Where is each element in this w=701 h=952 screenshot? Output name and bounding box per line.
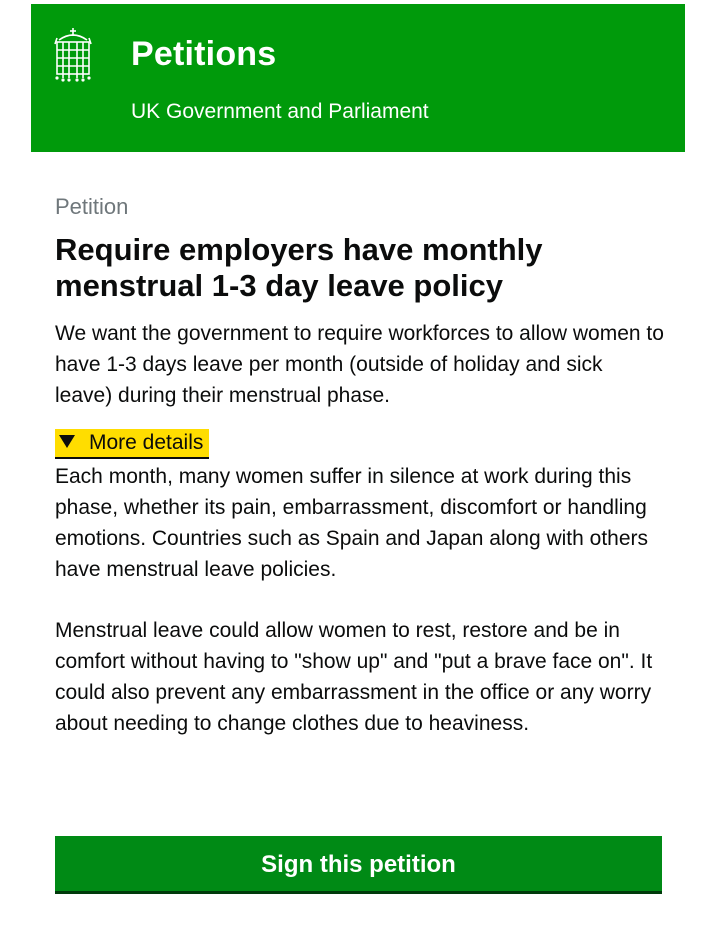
petition-content [55,192,665,769]
triangle-down-icon [59,435,75,448]
site-header [31,4,685,152]
petition-kicker: Petition [55,194,129,219]
site-title[interactable]: Petitions [131,35,277,73]
more-details-label: More details [89,431,204,454]
portcullis-crest-icon [53,26,93,82]
petition-title: Require employers have monthly menstrual 1-3 day leave policy [55,232,543,303]
petition-summary: We want the government to require workforces to allow women to have 1-3 days leave per month (outside of holiday and sick leave) during their menstrual phase. [55,322,664,407]
details-paragraph-2: Menstrual leave could allow women to rest, restore and be in comfort without having to "show up" and "put a brave face on". It could also prevent any embarrassment in the office or any worry about needing to change clothes due to heaviness. [55,619,653,735]
site-subtitle: UK Government and Parliament [131,100,429,123]
more-details-toggle[interactable] [55,429,209,459]
sign-petition-button[interactable]: Sign this petition [55,836,662,894]
details-paragraph-1: Each month, many women suffer in silence at work during this phase, whether its pain, embarrassment, discomfort or handling emotions. Countries such as Spain and Japan along with others have menstrual leave policies. [55,465,649,581]
